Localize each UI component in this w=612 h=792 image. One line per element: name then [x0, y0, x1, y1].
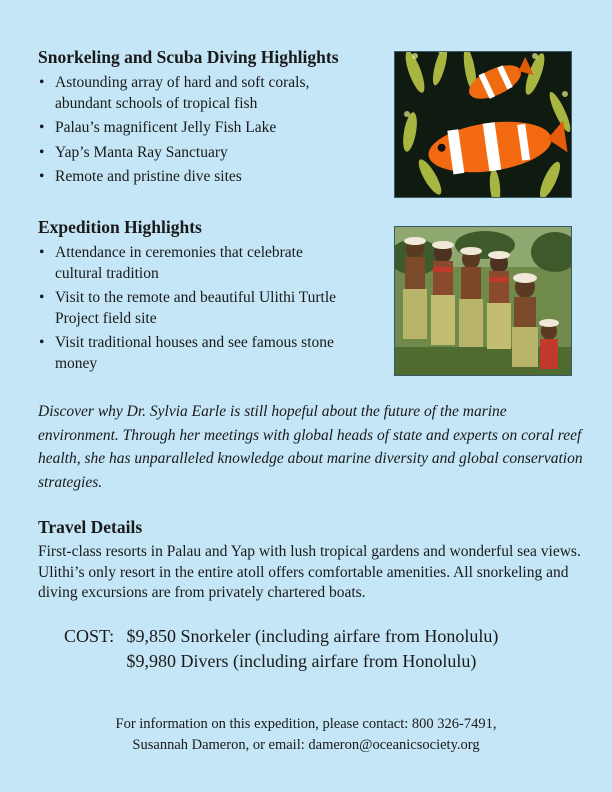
cost-snorkeler: $9,850 Snorkeler (including airfare from Honolulu) — [126, 626, 499, 646]
expedition-title: Expedition Highlights — [38, 217, 202, 237]
contact-line-1: For information on this expedition, please contact: 800 326-7491, — [115, 716, 497, 732]
list-item: • Remote and pristine dive sites — [38, 167, 368, 188]
list-item: • Astounding array of hard and soft corals, abundant schools of tropical fish — [38, 73, 368, 114]
contact-line-2: Susannah Dameron, or email: dameron@oceanicsociety.org — [132, 737, 480, 753]
list-item: • Visit traditional houses and see famous stone money — [38, 333, 338, 374]
list-item: • Yap’s Manta Ray Sanctuary — [38, 143, 368, 164]
travel-title: Travel Details — [38, 517, 143, 537]
contact-info — [0, 714, 612, 756]
snorkeling-list — [38, 73, 368, 192]
cost-row-snorkeler — [64, 624, 498, 649]
cost-label: COST: — [64, 626, 115, 646]
list-item: • Palau’s magnificent Jelly Fish Lake — [38, 118, 368, 139]
clownfish-image — [395, 52, 571, 197]
expedition-list — [38, 243, 338, 378]
list-item: • Visit to the remote and beautiful Ulithi Turtle Project field site — [38, 288, 338, 329]
list-item: • Attendance in ceremonies that celebrate cultural tradition — [38, 243, 338, 284]
cost-divers: $9,980 Divers (including airfare from Honolulu) — [126, 651, 477, 671]
clownfish-photo — [394, 51, 572, 198]
ceremony-image — [395, 227, 571, 375]
snorkeling-title: Snorkeling and Scuba Diving Highlights — [38, 47, 339, 67]
cost-row-divers — [64, 649, 498, 674]
sylvia-earle-quote: Discover why Dr. Sylvia Earle is still hopeful about the future of the marine environment. Through her meetings with global heads of state and experts on coral reef health, she has unparalleled knowledge about marine diversity and global conservation strategies. — [38, 403, 583, 491]
travel-body: First-class resorts in Palau and Yap with lush tropical gardens and wonderful sea views. Ulithi’s only resort in the entire atoll offers comfortable amenities. All snorkeling and diving excursions are from privately chartered boats. — [38, 543, 581, 601]
cost-block — [64, 624, 498, 674]
dancers-photo — [394, 226, 572, 376]
